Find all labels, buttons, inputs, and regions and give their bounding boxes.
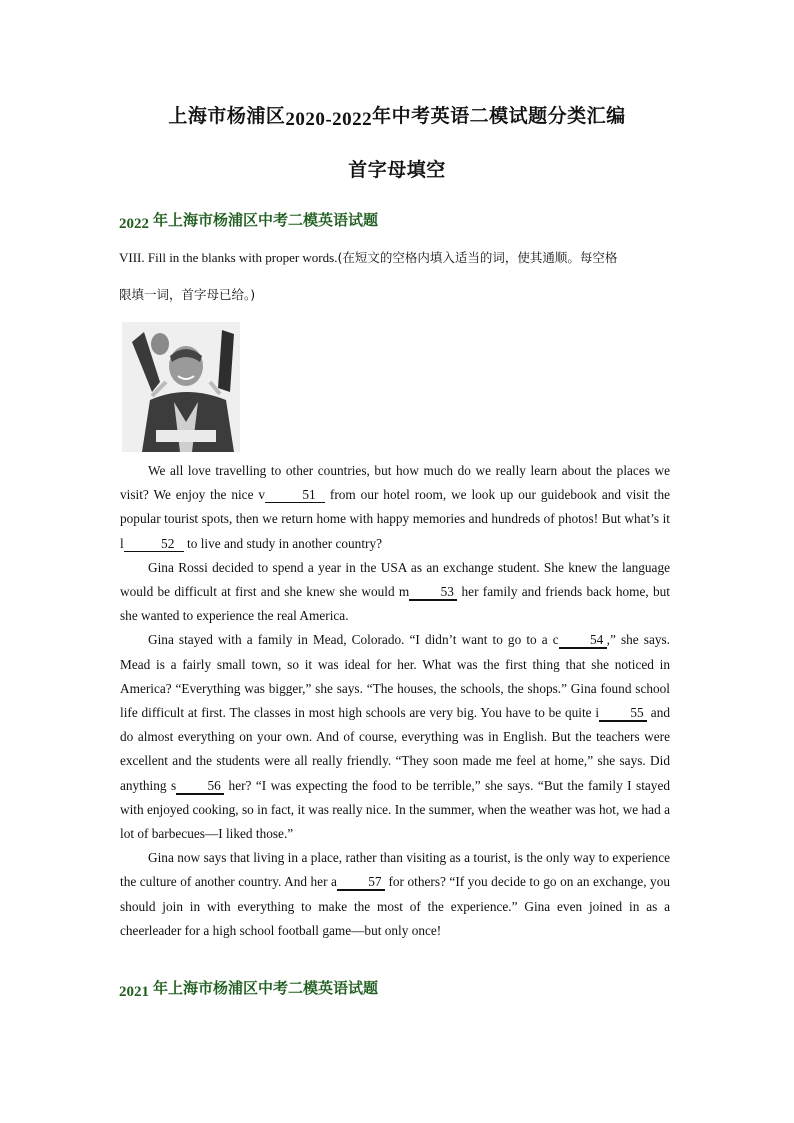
paragraph-2: Gina Rossi decided to spend a year in the USA as an exchange student. She knew the language would be difficult at first and she knew she would m 53 her family and friends back home, but she wanted to experience the real America. (120, 559, 670, 624)
instruction-line-1 (119, 240, 679, 275)
title-part1: 上海市杨浦区 (168, 105, 286, 127)
passage-2022 (120, 459, 670, 943)
instruction-line-2 (119, 277, 679, 312)
cheerleader-photo (122, 322, 240, 452)
cheerleader-image-icon (122, 322, 240, 452)
instruction-cn-2: 限填一词，首字母已给。) (119, 287, 256, 302)
section-heading-text: 年上海市杨浦区中考二模英语试题 (153, 211, 379, 229)
section-year: 2022 (119, 216, 149, 232)
paragraph-4: Gina now says that living in a place, rather than visiting as a tourist, is the only way to experience the culture of another country. And her a 57 for others? “If you decide to go on an exchange, you should join in with everything to make the most of the experience.” Gina even joined in as a cheerleader for a high school football game—but only once! (120, 850, 670, 938)
blank-52[interactable]: 52 (124, 537, 184, 552)
section-heading-2021 (119, 977, 378, 998)
section-heading-text: 年上海市杨浦区中考二模英语试题 (153, 979, 379, 997)
instruction-cn-1: (在短文的空格内填入适当的词，使其通顺。每空格 (337, 250, 618, 265)
section-year: 2021 (119, 984, 149, 1000)
paragraph-1: We all love travelling to other countries, but how much do we really learn about the places we visit? We enjoy the nice v 51 from our hotel room, we look up our guidebook and visit the popular tourist spots, then we return home with happy memories and hundreds of photos! But what’s it l 52 to live and study in another country? (120, 463, 670, 551)
blank-53[interactable]: 53 (409, 585, 457, 601)
blank-57[interactable]: 57 (337, 875, 385, 891)
paragraph-3: Gina stayed with a family in Mead, Colorado. “I didn’t want to go to a c 54 ,” she says. Mead is a fairly small town, so it was ideal for her. What was the first thing that she noticed in America? “Everything was bigger,” she says. “The houses, the schools, the shops.” Gina found school life difficult at first. The classes in most high schools are very big. You have to be quite i 55 and do almost everything on your own. And of course, everything was in English. But the teachers were excellent and the students were all really friendly. “They soon made me feel at home,” she says. Did anything s 56 her? “I was expecting the food to be terrible,” she says. “But the family I stayed with enjoyed cooking, so in fact, it was really nice. In the summer, when the weather was hot, we had a lot of barbecues—I liked those.” (120, 632, 670, 842)
instruction-en: VIII. Fill in the blanks with proper words. (119, 250, 338, 265)
blank-54[interactable]: 54 (559, 633, 607, 649)
title-years: 2020-2022 (285, 109, 373, 130)
section-heading-2022 (119, 209, 378, 230)
blank-56[interactable]: 56 (176, 779, 224, 795)
blank-55[interactable]: 55 (599, 706, 647, 722)
document-title (0, 101, 794, 128)
title-part2: 年中考英语二模试题分类汇编 (372, 105, 626, 127)
document-subtitle: 首字母填空 (348, 159, 446, 181)
blank-51[interactable]: 51 (265, 488, 325, 503)
